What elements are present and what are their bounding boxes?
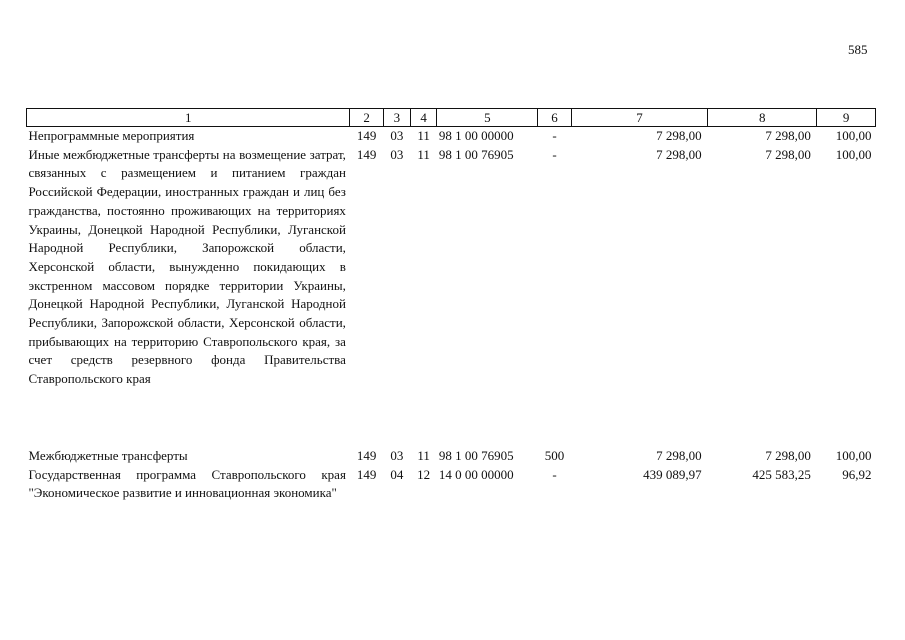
row-col-4: 11 [417,447,430,463]
row-col-3: 04 [390,466,404,482]
row-col-3: 03 [390,146,404,162]
table-row [27,466,876,503]
table-spacer-row [27,389,876,447]
column-header-7: 7 [571,109,707,127]
row-col-7: 439 089,97 [643,466,702,482]
row-col-4: 12 [417,466,431,482]
row-col-6: - [552,146,557,162]
row-col-3: 03 [390,128,404,143]
row-col-5: 98 1 00 00000 [438,128,514,143]
column-header-6: 6 [538,109,571,127]
row-name: Государственная программа Ставропольского края "Экономическое развитие и инновационная экономика" [28,466,346,501]
row-col-8: 7 298,00 [765,128,811,143]
row-col-9: 96,92 [842,466,872,482]
row-col-2: 149 [356,128,377,143]
row-name: Межбюджетные трансферты [28,447,188,463]
row-col-2: 149 [356,466,377,482]
row-col-5: 98 1 00 76905 [438,447,514,463]
row-col-6: 500 [544,447,565,463]
row-col-2: 149 [356,146,377,162]
row-col-5: 14 0 00 00000 [438,466,514,482]
row-col-8: 425 583,25 [752,466,811,482]
column-header-2: 2 [350,109,383,127]
row-name: Непрограммные мероприятия [28,128,195,143]
row-col-7: 7 298,00 [656,128,702,143]
row-col-7: 7 298,00 [656,447,702,463]
column-header-5: 5 [437,109,538,127]
row-col-3: 03 [390,447,404,463]
row-col-7: 7 298,00 [656,146,702,162]
row-col-4: 11 [417,128,430,143]
column-header-3: 3 [383,109,410,127]
row-col-6: - [552,466,557,482]
row-col-9: 100,00 [835,146,872,162]
row-col-8: 7 298,00 [765,447,811,463]
row-col-9: 100,00 [835,447,872,463]
column-header-9: 9 [817,109,876,127]
table-row [27,146,876,389]
row-col-9: 100,00 [835,128,872,143]
page-number: 585 [848,42,868,57]
table-row [27,447,876,466]
column-header-8: 8 [708,109,817,127]
row-col-6: - [552,128,557,143]
row-col-2: 149 [356,447,377,463]
row-col-4: 11 [417,146,430,162]
row-name: Иные межбюджетные трансферты на возмещение затрат, связанных с размещением и питанием граждан Российской Федерации, иностранных граждан и лиц без гражданства, постоянно проживающих на территориях Украины, Донецкой Народной Республики, Луганской Народной Республики, Запорожской области, Херсонской области, вынужденно покидающих в экстренном массовом порядке территории Украины, Донецкой Народной Республики, Луганской Народной Республики, Запорожской области, Херсонской области, прибывающих на территорию Ставропольского края, за счет средств резервного фонда Правительства Ставропольского края [28,146,346,387]
table-header-row [27,109,876,127]
row-col-5: 98 1 00 76905 [438,146,514,162]
column-header-1: 1 [27,109,350,127]
row-col-8: 7 298,00 [765,146,811,162]
budget-table [26,108,876,503]
column-header-4: 4 [411,109,437,127]
table-row [27,127,876,146]
